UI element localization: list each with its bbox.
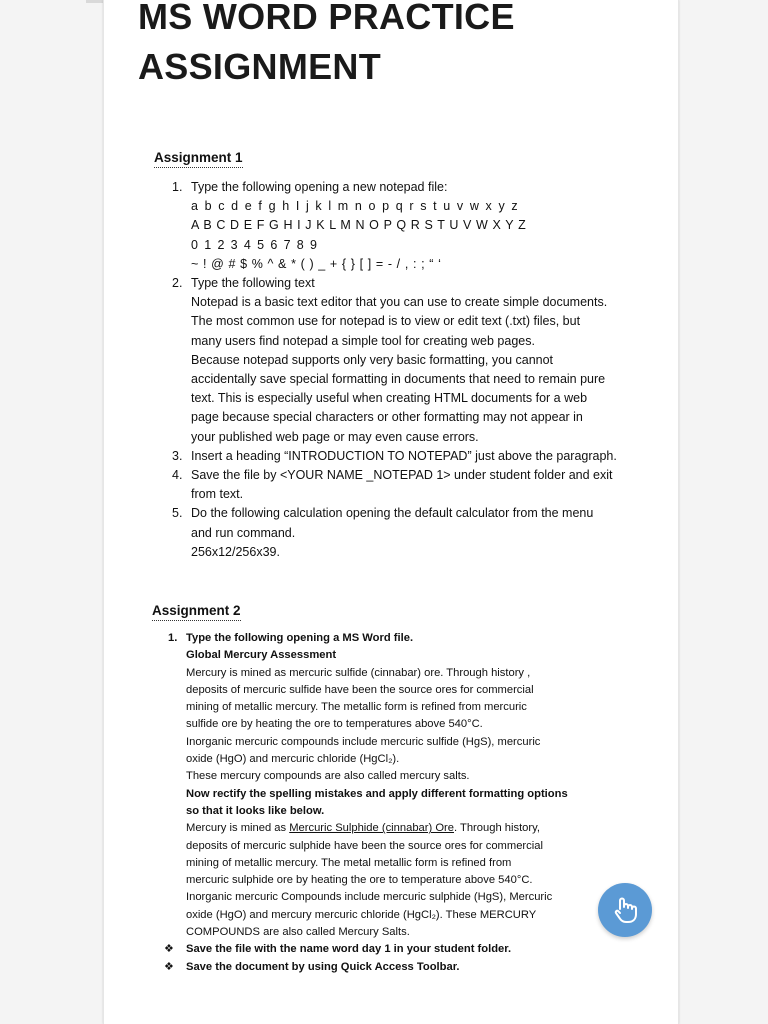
doc-title: Global Mercury Assessment	[186, 649, 337, 662]
diamond-bullet-icon: ❖	[164, 960, 175, 973]
diamond-bullet-icon: ❖	[164, 943, 175, 956]
list-line: Type the following text	[191, 276, 315, 291]
instruction-line: so that it looks like below.	[186, 804, 325, 817]
list-number: 5.	[172, 506, 183, 521]
list-number: 2.	[172, 276, 183, 291]
instruction-line: Now rectify the spelling mistakes and apply different formatting options	[186, 787, 568, 800]
para-line: sulfide ore by heating the ore to temperatures above 540°C.	[186, 718, 483, 731]
list-line: your published web page or may even cause errors.	[191, 429, 479, 444]
list-line: text. This is especially useful when creating HTML documents for a web	[191, 391, 588, 406]
para-line: mercuric sulphide ore by heating the ore to temperature above 540°C.	[186, 874, 533, 887]
para-line	[186, 820, 598, 837]
list-line: and run command.	[191, 525, 296, 540]
hand-pointer-icon	[612, 896, 638, 924]
para-line: oxide (HgO) and mercuric chloride (HgCl₂).	[186, 753, 400, 766]
list-line: page because special characters or other formatting may not appear in	[191, 410, 583, 425]
list-number: 4.	[172, 468, 183, 483]
assignment-2-heading: Assignment 2	[152, 603, 241, 621]
list-item	[172, 447, 642, 466]
bullet-item	[164, 959, 598, 976]
list-line: Insert a heading “INTRODUCTION TO NOTEPAD” just above the paragraph.	[191, 448, 617, 463]
para-line: Inorganic mercuric compounds include mercuric sulfide (HgS), mercuric	[186, 735, 541, 748]
list-line: Notepad is a basic text editor that you can use to create simple documents.	[191, 295, 608, 310]
title-line-1: MS WORD PRACTICE	[138, 0, 515, 37]
para-line: Inorganic mercuric Compounds include mercuric sulphide (HgS), Mercuric	[186, 891, 553, 904]
lowercase-alphabet: a b c d e f g h I j k l m n o p q r s t u v w x y z	[191, 199, 520, 214]
list-number: 3.	[172, 448, 183, 463]
para-line: COMPOUNDS are also called Mercury Salts.	[186, 926, 410, 939]
para-line: These mercury compounds are also called mercury salts.	[186, 770, 470, 783]
assignment-1-heading: Assignment 1	[154, 150, 243, 168]
list-line: Save the file by <YOUR NAME _NOTEPAD 1> under student folder and exit	[191, 468, 613, 483]
list-line: from text.	[191, 487, 244, 502]
underlined-text: Mercuric Sulphide (cinnabar) Ore	[289, 822, 454, 835]
document-title	[138, 0, 658, 92]
hand-pointer-button[interactable]	[598, 883, 652, 937]
uppercase-alphabet: A B C D E F G H I J K L M N O P Q R S T U V W X Y Z	[191, 218, 527, 233]
list-line: many users find notepad a simple tool for creating web pages.	[191, 333, 535, 348]
bullet-text: Save the file with the name word day 1 in your student folder.	[186, 943, 512, 956]
para-text: Mercury is mined as	[186, 822, 290, 835]
list-line: Do the following calculation opening the default calculator from the menu	[191, 506, 594, 521]
bullet-item	[164, 941, 598, 958]
symbols-line: ~ ! @ # $ % ^ & * ( ) _ + { } [ ] = - / , : ; “ ‘	[191, 256, 442, 271]
list-number: 1.	[168, 632, 178, 644]
para-line: deposits of mercuric sulphide have been the source ores for commercial	[186, 839, 543, 852]
list-number: 1.	[172, 180, 183, 194]
assignment-1-list	[172, 178, 642, 562]
para-line: deposits of mercuric sulfide have been the source ores for commercial	[186, 683, 534, 696]
para-line: mining of metallic mercury. The metal metallic form is refined from	[186, 856, 512, 869]
title-line-2: ASSIGNMENT	[138, 46, 382, 87]
bullet-text: Save the document by using Quick Access Toolbar.	[186, 960, 460, 973]
list-line: Because notepad supports only very basic formatting, you cannot	[191, 352, 554, 367]
list-item	[172, 178, 642, 274]
list-item	[172, 274, 642, 447]
list-item	[172, 504, 642, 562]
para-text: . Through history,	[453, 822, 541, 835]
list-line: 256x12/256x39.	[191, 544, 280, 559]
para-line: Mercury is mined as mercuric sulfide (cinnabar) ore. Through history ,	[186, 666, 531, 679]
list-line: The most common use for notepad is to view or edit text (.txt) files, but	[191, 314, 581, 329]
digits-line: 0 1 2 3 4 5 6 7 8 9	[191, 237, 319, 252]
para-line: oxide (HgO) and mercury mercuric chloride (HgCl₂). These MERCURY	[186, 908, 537, 921]
list-line: accidentally save special formatting in documents that need to remain pure	[191, 372, 606, 387]
list-line: Type the following opening a new notepad file:	[191, 180, 448, 194]
list-line: Type the following opening a MS Word file.	[186, 632, 414, 644]
list-item	[168, 630, 598, 941]
assignment-2-list	[164, 630, 598, 976]
list-item	[172, 466, 642, 504]
para-line: mining of metallic mercury. The metallic form is refined from mercuric	[186, 701, 527, 714]
